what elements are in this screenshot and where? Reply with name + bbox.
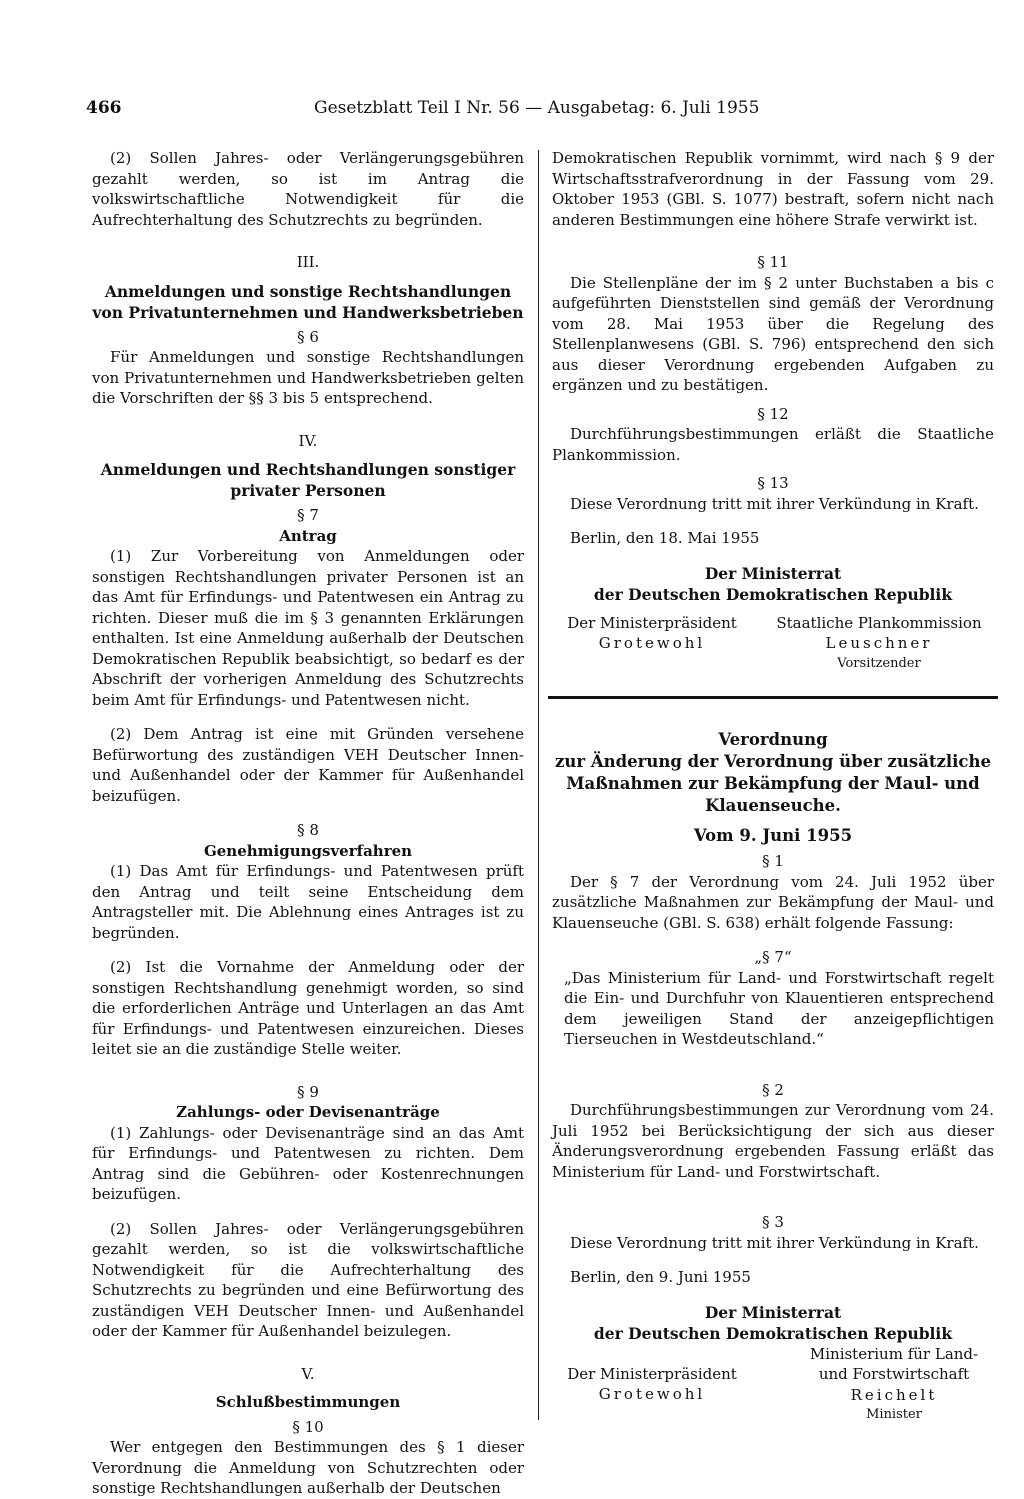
council-title: Der Ministerrat	[704, 1302, 842, 1322]
signatory-role: und Forstwirtschaft	[818, 1365, 970, 1383]
paragraph-number: § 11	[757, 253, 789, 271]
paragraph: Für Anmeldungen und sonstige Rechtshandlungen von Privatunternehmen und Handwerksbetrieben gelten die Vorschriften der §§ 3 bis 5 entsprechend.	[92, 348, 524, 407]
section-title: Schlußbestimmungen	[215, 1393, 401, 1411]
paragraph-number: § 6	[297, 327, 319, 346]
paragraph: Wer entgegen den Bestimmungen des § 1 dieser Verordnung die Anmeldung von Schutzrechten oder sonstige Rechtshandlungen außerhalb der Deutschen	[92, 1438, 524, 1497]
council-title: der Deutschen Demokratischen Republik	[593, 1323, 953, 1343]
section-title: privater Personen	[230, 481, 386, 500]
section-title: Anmeldungen und Rechtshandlungen sonstiger	[100, 460, 516, 479]
paragraph: (2) Dem Antrag ist eine mit Gründen versehene Befürwortung des zuständigen VEH Deutscher Innen- und Außenhandel oder der Kammer für Außenhandel beizufügen.	[92, 725, 524, 805]
signatory-title: Minister	[866, 1407, 922, 1422]
running-title: Gesetzblatt Teil I Nr. 56 — Ausgabetag: 6. Juli 1955	[314, 98, 760, 118]
page-header	[86, 98, 766, 124]
paragraph-number: § 3	[762, 1213, 784, 1231]
signatory-role: Ministerium für Land-	[809, 1344, 979, 1363]
signatory-role: Staatliche Plankommission	[776, 613, 982, 632]
paragraph: (2) Sollen Jahres- oder Verlängerungsgebühren gezahlt werden, so ist die volkswirtschaftliche Notwendigkeit für die Aufrechterhaltung des Schutzrechts zu begründen und eine Befürwortung des zuständigen VEH Deutscher Innen- und Außenhandel oder der Kammer für Außenhandel beizulegen.	[92, 1219, 524, 1340]
signatory-name: Reichelt	[850, 1385, 938, 1404]
paragraph-title: Antrag	[279, 526, 337, 545]
signatory-name: Grotewohl	[598, 634, 706, 652]
left-column	[92, 148, 524, 1499]
right-column	[552, 148, 994, 1426]
paragraph: (2) Sollen Jahres- oder Verlängerungsgebühren gezahlt werden, so ist im Antrag die volkswirtschaftliche Notwendigkeit für die Aufrechterhaltung des Schutzrechts zu begründen.	[92, 149, 524, 229]
paragraph-number: § 8	[297, 821, 319, 839]
signatory-name: Leuschner	[825, 634, 933, 652]
paragraph: (2) Ist die Vornahme der Anmeldung oder der sonstigen Rechtshandlung genehmigt worden, so sind die erforderlichen Anträge und Unterlagen an das Amt für Erfindungs- und Patentwesen einzureichen. Dieses leitet sie an die zuständige Stelle weiter.	[92, 958, 524, 1058]
column-divider	[538, 150, 539, 1420]
paragraph-number: § 13	[757, 474, 789, 492]
paragraph-title: Genehmigungsverfahren	[203, 841, 413, 860]
page-number: 466	[86, 98, 122, 118]
section-number: IV.	[298, 431, 318, 450]
paragraph-number: § 9	[297, 1082, 319, 1101]
council-title: der Deutschen Demokratischen Republik	[593, 584, 953, 604]
signatory-name: Grotewohl	[598, 1385, 706, 1403]
paragraph: Diese Verordnung tritt mit ihrer Verkündung in Kraft.	[570, 494, 979, 513]
paragraph: Diese Verordnung tritt mit ihrer Verkündung in Kraft.	[570, 1233, 979, 1252]
paragraph-number: § 7	[297, 506, 319, 524]
paragraph: Durchführungsbestimmungen erläßt die Staatliche Plankommission.	[552, 425, 994, 464]
quote-heading: „§ 7“	[754, 948, 792, 966]
paragraph-number: § 2	[762, 1080, 784, 1099]
signing-date: Berlin, den 18. Mai 1955	[570, 529, 760, 547]
paragraph: (1) Das Amt für Erfindungs- und Patentwesen prüft den Antrag und teilt seine Entscheidung dem Antragsteller mit. Die Ablehnung eines Antrages ist zu begründen.	[92, 862, 524, 942]
section-title: von Privatunternehmen und Handwerksbetrieben	[92, 302, 524, 322]
signatory-role: Der Ministerpräsident	[567, 1364, 737, 1383]
section-title: Anmeldungen und sonstige Rechtshandlungen	[104, 281, 512, 301]
paragraph: Die Stellenpläne der im § 2 unter Buchstaben a bis c aufgeführten Dienststellen sind gemäß der Verordnung vom 28. Mai 1953 über die Regelung des Stellenplanwesens (GBl. S. 796) entsprechend den sich aus dieser Verordnung ergebenden Aufgaben zu ergänzen und zu bestätigen.	[552, 273, 994, 394]
quote-text: „Das Ministerium für Land- und Forstwirtschaft regelt die Ein- und Durchfuhr von Klauentieren entsprechend dem jeweiligen Stand der anzeigepflichtigen Tierseuchen in Westdeutschland.“	[564, 968, 994, 1048]
ordinance-title: zur Änderung der Verordnung über zusätzliche	[555, 752, 991, 771]
paragraph: Der § 7 der Verordnung vom 24. Juli 1952 über zusätzliche Maßnahmen zur Bekämpfung der Maul- und Klauenseuche (GBl. S. 638) erhält folgende Fassung:	[552, 872, 994, 932]
council-title: Der Ministerrat	[704, 563, 842, 583]
section-number: V.	[301, 1364, 315, 1383]
ordinance-title: Maßnahmen zur Bekämpfung der Maul- und	[566, 774, 980, 793]
signatory-role: Der Ministerpräsident	[567, 613, 737, 632]
paragraph: (1) Zahlungs- oder Devisenanträge sind an das Amt für Erfindungs- und Patentwesen zu richten. Dem Antrag sind die Gebühren- oder Kostenrechnungen beizufügen.	[92, 1123, 524, 1203]
signatory-title: Vorsitzender	[837, 655, 921, 671]
signature-block	[552, 1344, 994, 1426]
ordinance-date: Vom 9. Juni 1955	[693, 826, 853, 845]
paragraph: Durchführungsbestimmungen zur Verordnung vom 24. Juli 1952 bei Berücksichtigung der sich aus dieser Änderungsverordnung ergebenden Fassung erläßt das Ministerium für Land- und Forstwirtschaft.	[552, 1101, 994, 1181]
paragraph-title: Zahlungs- oder Devisenanträge	[176, 1103, 440, 1121]
signing-date: Berlin, den 9. Juni 1955	[570, 1268, 751, 1286]
paragraph-number: § 1	[762, 852, 784, 870]
paragraph: Demokratischen Republik vornimmt, wird nach § 9 der Wirtschaftsstrafverordnung in der Fassung vom 29. Oktober 1953 (GBl. S. 1077) bestraft, sofern nicht nach anderen Bestimmungen eine höhere Strafe verwirkt ist.	[552, 149, 994, 229]
paragraph: (1) Zur Vorbereitung von Anmeldungen oder sonstigen Rechtshandlungen privater Personen ist an das Amt für Erfindungs- und Patentwesen ein Antrag zu richten. Dieser muß die im § 3 genannten Erklärungen enthalten. Ist eine Anmeldung außerhalb der Deutschen Demokratischen Republik beabsichtigt, so bedarf es der Abschrift der vorherigen Anmeldung des Schutzrechts beim Amt für Erfindungs- und Patentwesen nicht.	[92, 547, 524, 709]
paragraph-number: § 12	[757, 404, 789, 423]
section-number: III.	[296, 253, 320, 271]
paragraph-number: § 10	[292, 1417, 324, 1436]
signature-block	[552, 613, 994, 675]
ordinance-title: Verordnung	[718, 730, 828, 749]
ordinance-title: Klauenseuche.	[705, 796, 841, 815]
